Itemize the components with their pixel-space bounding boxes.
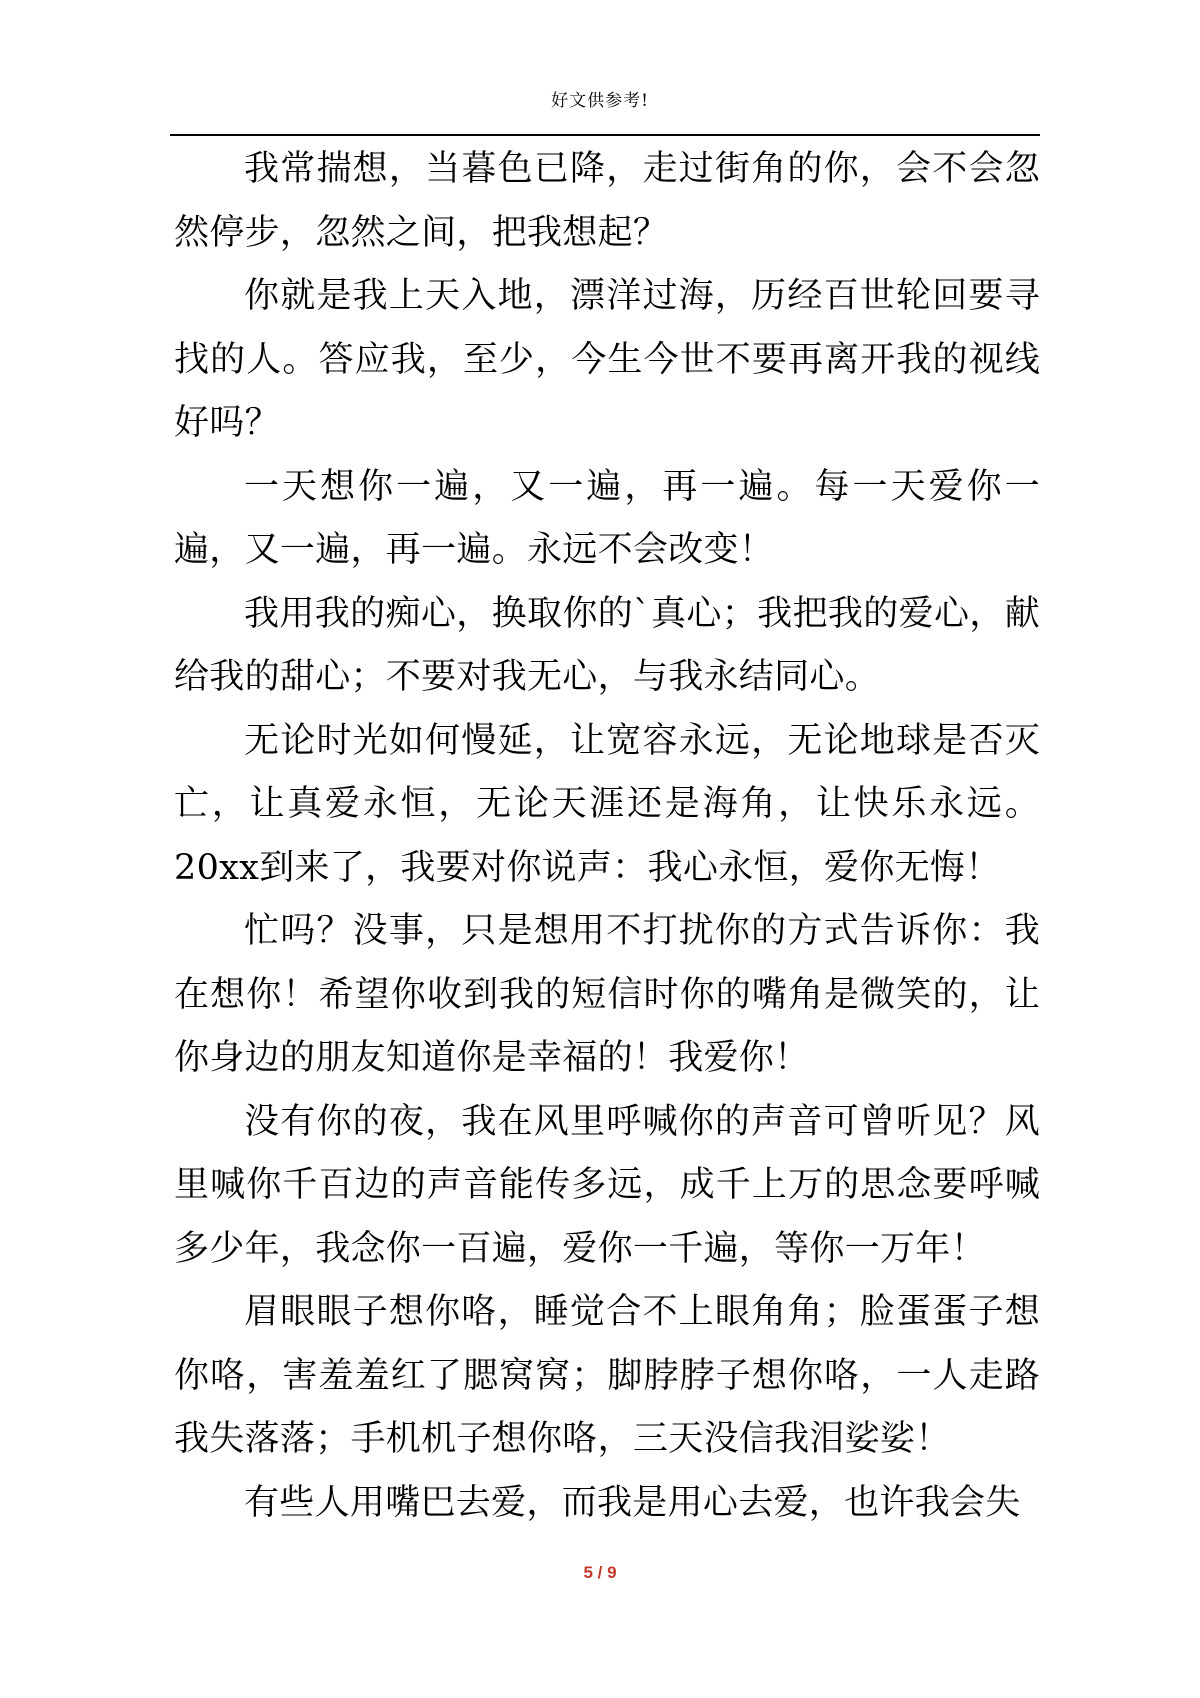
paragraph: 一天想你一遍，又一遍，再一遍。每一天爱你一遍，又一遍，再一遍。永远不会改变！ xyxy=(174,466,1040,570)
paragraph: 无论时光如何慢延，让宽容永远，无论地球是否灭亡，让真爱永恒，无论天涯还是海角，让快乐永远。20xx到来了，我要对你说声：我心永恒，爱你无悔！ xyxy=(174,720,1040,888)
paragraph: 我用我的痴心，换取你的`真心；我把我的爱心，献给我的甜心；不要对我无心，与我永结同心。 xyxy=(174,593,1040,697)
page-header: 好文供参考! xyxy=(551,91,649,111)
paragraph: 你就是我上天入地，漂洋过海，历经百世轮回要寻找的人。答应我，至少，今生今世不要再离开我的视线好吗？ xyxy=(174,276,1040,443)
paragraph: 眉眼眼子想你咯，睡觉合不上眼角角；脸蛋蛋子想你咯，害羞羞红了腮窝窝；脚脖脖子想你咯，一人走路我失落落；手机机子想你咯，三天没信我泪娑娑！ xyxy=(174,1292,1040,1459)
header-divider xyxy=(170,134,1040,136)
document-body xyxy=(174,138,1040,1535)
paragraph: 有些人用嘴巴去爱，而我是用心去爱，也许我会失 xyxy=(244,1482,1021,1523)
paragraph: 我常揣想，当暮色已降，走过街角的你，会不会忽然停步，忽然之间，把我想起？ xyxy=(174,149,1040,253)
paragraph: 忙吗？没事，只是想用不打扰你的方式告诉你：我在想你！希望你收到我的短信时你的嘴角是微笑的，让你身边的朋友知道你是幸福的！我爱你！ xyxy=(174,911,1040,1078)
paragraph: 没有你的夜，我在风里呼喊你的声音可曾听见？风里喊你千百边的声音能传多远，成千上万的思念要呼喊多少年，我念你一百遍，爱你一千遍，等你一万年！ xyxy=(174,1101,1040,1269)
page-number: 5 / 9 xyxy=(583,1563,617,1582)
